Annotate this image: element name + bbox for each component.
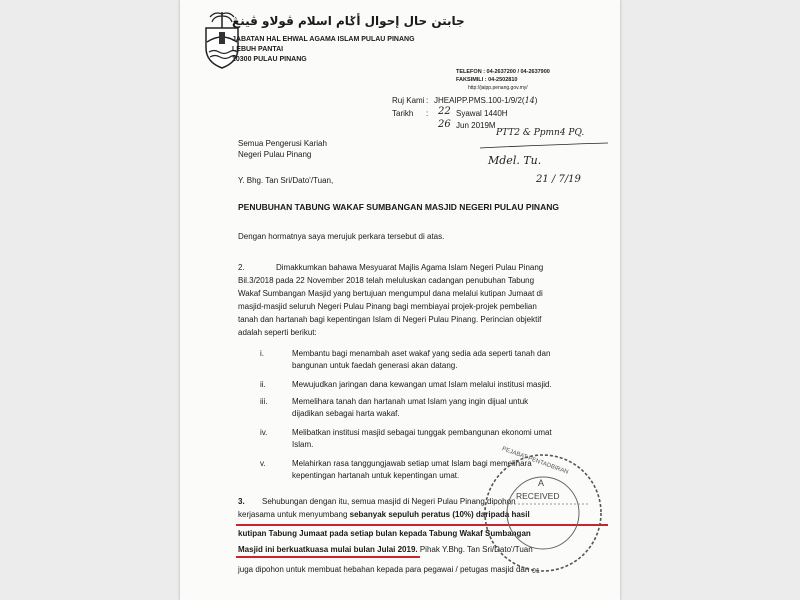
- objective-line: Islam.: [292, 440, 314, 449]
- para3-emphasis: Masjid ini berkuatkuasa mulai bulan Julai 2019.: [238, 545, 418, 554]
- ruj-label: Ruj Kami: [392, 96, 425, 105]
- para3-line: kutipan Tabung Jumaat pada setiap bulan kepada Tabung Wakaf Sumbangan: [238, 529, 531, 538]
- para2-line: tanah dan hartanah bagi kepentingan Islam di Negeri Pulau Pinang. Perincian objektif: [238, 315, 542, 324]
- faksimili-line: FAKSIMILI : 04-2502810: [456, 77, 518, 83]
- objective-number: ii.: [260, 380, 266, 389]
- telefon-line: TELEFON : 04-2637200 / 04-2637900: [456, 69, 550, 75]
- objective-number: iv.: [260, 428, 268, 437]
- stamp-number: 01: [532, 568, 540, 575]
- para3-line: Sehubungan dengan itu, semua masjid di Negeri Pulau Pinang dipohon: [262, 497, 516, 506]
- objective-line: bangunan untuk faedah generasi akan datang.: [292, 361, 458, 370]
- objective-number: v.: [260, 459, 266, 468]
- ruj-value: [434, 96, 537, 105]
- para2-line: Dimakkumkan bahawa Mesyuarat Majlis Agama Islam Negeri Pulau Pinang: [276, 263, 544, 272]
- objective-number: iii.: [260, 397, 268, 406]
- ruj-handwritten-number: 14: [524, 96, 535, 105]
- address-postcode: 10300 PULAU PINANG: [232, 56, 307, 63]
- handwritten-note-2: Mdel. Tu.: [488, 154, 542, 167]
- objective-line: Membantu bagi menambah aset wakaf yang sedia ada seperti tanah dan: [292, 349, 551, 358]
- jawi-department-name: جابتن حال إحوال أݢام اسلام ڤولاو ڤينڠ: [232, 14, 465, 28]
- stamp-letter: A: [538, 478, 545, 488]
- tarikh-masihi-day: 26: [438, 119, 451, 130]
- opening-sentence: Dengan hormatnya saya merujuk perkara tersebut di atas.: [238, 232, 445, 241]
- objective-line: dijadikan sebagai harta wakaf.: [292, 409, 400, 418]
- subject: PENUBUHAN TABUNG WAKAF SUMBANGAN MASJID NEGERI PULAU PINANG: [238, 202, 559, 212]
- salutation: Y. Bhg. Tan Sri/Dato'/Tuan,: [238, 176, 334, 185]
- tarikh-hijri: Syawal 1440H: [456, 109, 508, 118]
- para2-line: Wakaf Sumbangan Masjid yang bertujuan mengumpul dana melalui kutipan Jumaat di: [238, 289, 543, 298]
- address-street: LEBUH PANTAI: [232, 46, 284, 53]
- ruj-number: JHEAIPP.PMS.100-1/9/2(: [434, 96, 525, 105]
- objective-line: Mewujudkan jaringan dana kewangan umat Islam melalui institusi masjid.: [292, 380, 552, 389]
- ruj-sep: :: [426, 96, 429, 105]
- para2-line: masjid-masjid seluruh Negeri Pulau Pinang bagi membiayai projek-projek pembelian: [238, 302, 537, 311]
- objective-line: kepentingan hartanah untuk kepentingan umat.: [292, 471, 460, 480]
- para2-number: 2.: [238, 263, 245, 272]
- red-underline: [236, 556, 420, 558]
- para2-line: adalah seperti berikut:: [238, 328, 317, 337]
- handwritten-note-1: PTT2 & Ppmn4 PQ.: [496, 128, 585, 138]
- tarikh-label: Tarikh: [392, 109, 414, 118]
- para3-text: kerjasama untuk menyumbang: [238, 510, 350, 519]
- objective-line: Memelihara tanah dan hartanah umat Islam yang ingin dijual untuk: [292, 397, 529, 406]
- handwritten-date: 21 / 7/19: [536, 174, 581, 185]
- note-underline: [480, 142, 610, 150]
- stamp-ring-text: PEJABAT PENTADBIRAN: [501, 446, 569, 476]
- recipient-line-1: Semua Pengerusi Kariah: [238, 139, 327, 148]
- para3-line: juga dipohon untuk membuat hebahan kepada para pegawai / petugas masjid dan: [238, 565, 530, 574]
- para3-text: Pihak Y.Bhg. Tan Sri/Dato'/Tuan: [417, 545, 533, 554]
- stamp-received: RECEIVED: [516, 491, 560, 501]
- objective-line: Melahirkan rasa tanggungjawab setiap umat Islam bagi memelihara: [292, 459, 532, 468]
- received-stamp-icon: [478, 448, 608, 578]
- para3-emphasis: sebanyak sepuluh peratus (10%) daripada hasil: [349, 510, 530, 519]
- tarikh-hijri-day: 22: [438, 106, 451, 117]
- ruj-close: ): [534, 96, 538, 105]
- recipient-line-2: Negeri Pulau Pinang: [238, 150, 312, 159]
- objective-number: i.: [260, 349, 264, 358]
- para3-number: 3.: [238, 497, 245, 506]
- objective-line: Melibatkan institusi masjid sebagai tunggak pembangunan ekonomi umat: [292, 428, 552, 437]
- website-line: http://jaipp.penang.gov.my/: [468, 85, 528, 91]
- para2-line: Bil.3/2018 pada 22 November 2018 telah meluluskan cadangan penubuhan Tabung: [238, 276, 535, 285]
- letter-page: [180, 0, 620, 600]
- tarikh-sep: :: [426, 109, 429, 118]
- tarikh-masihi: Jun 2019M: [456, 121, 496, 130]
- department-name: JABATAN HAL EHWAL AGAMA ISLAM PULAU PINANG: [232, 36, 415, 43]
